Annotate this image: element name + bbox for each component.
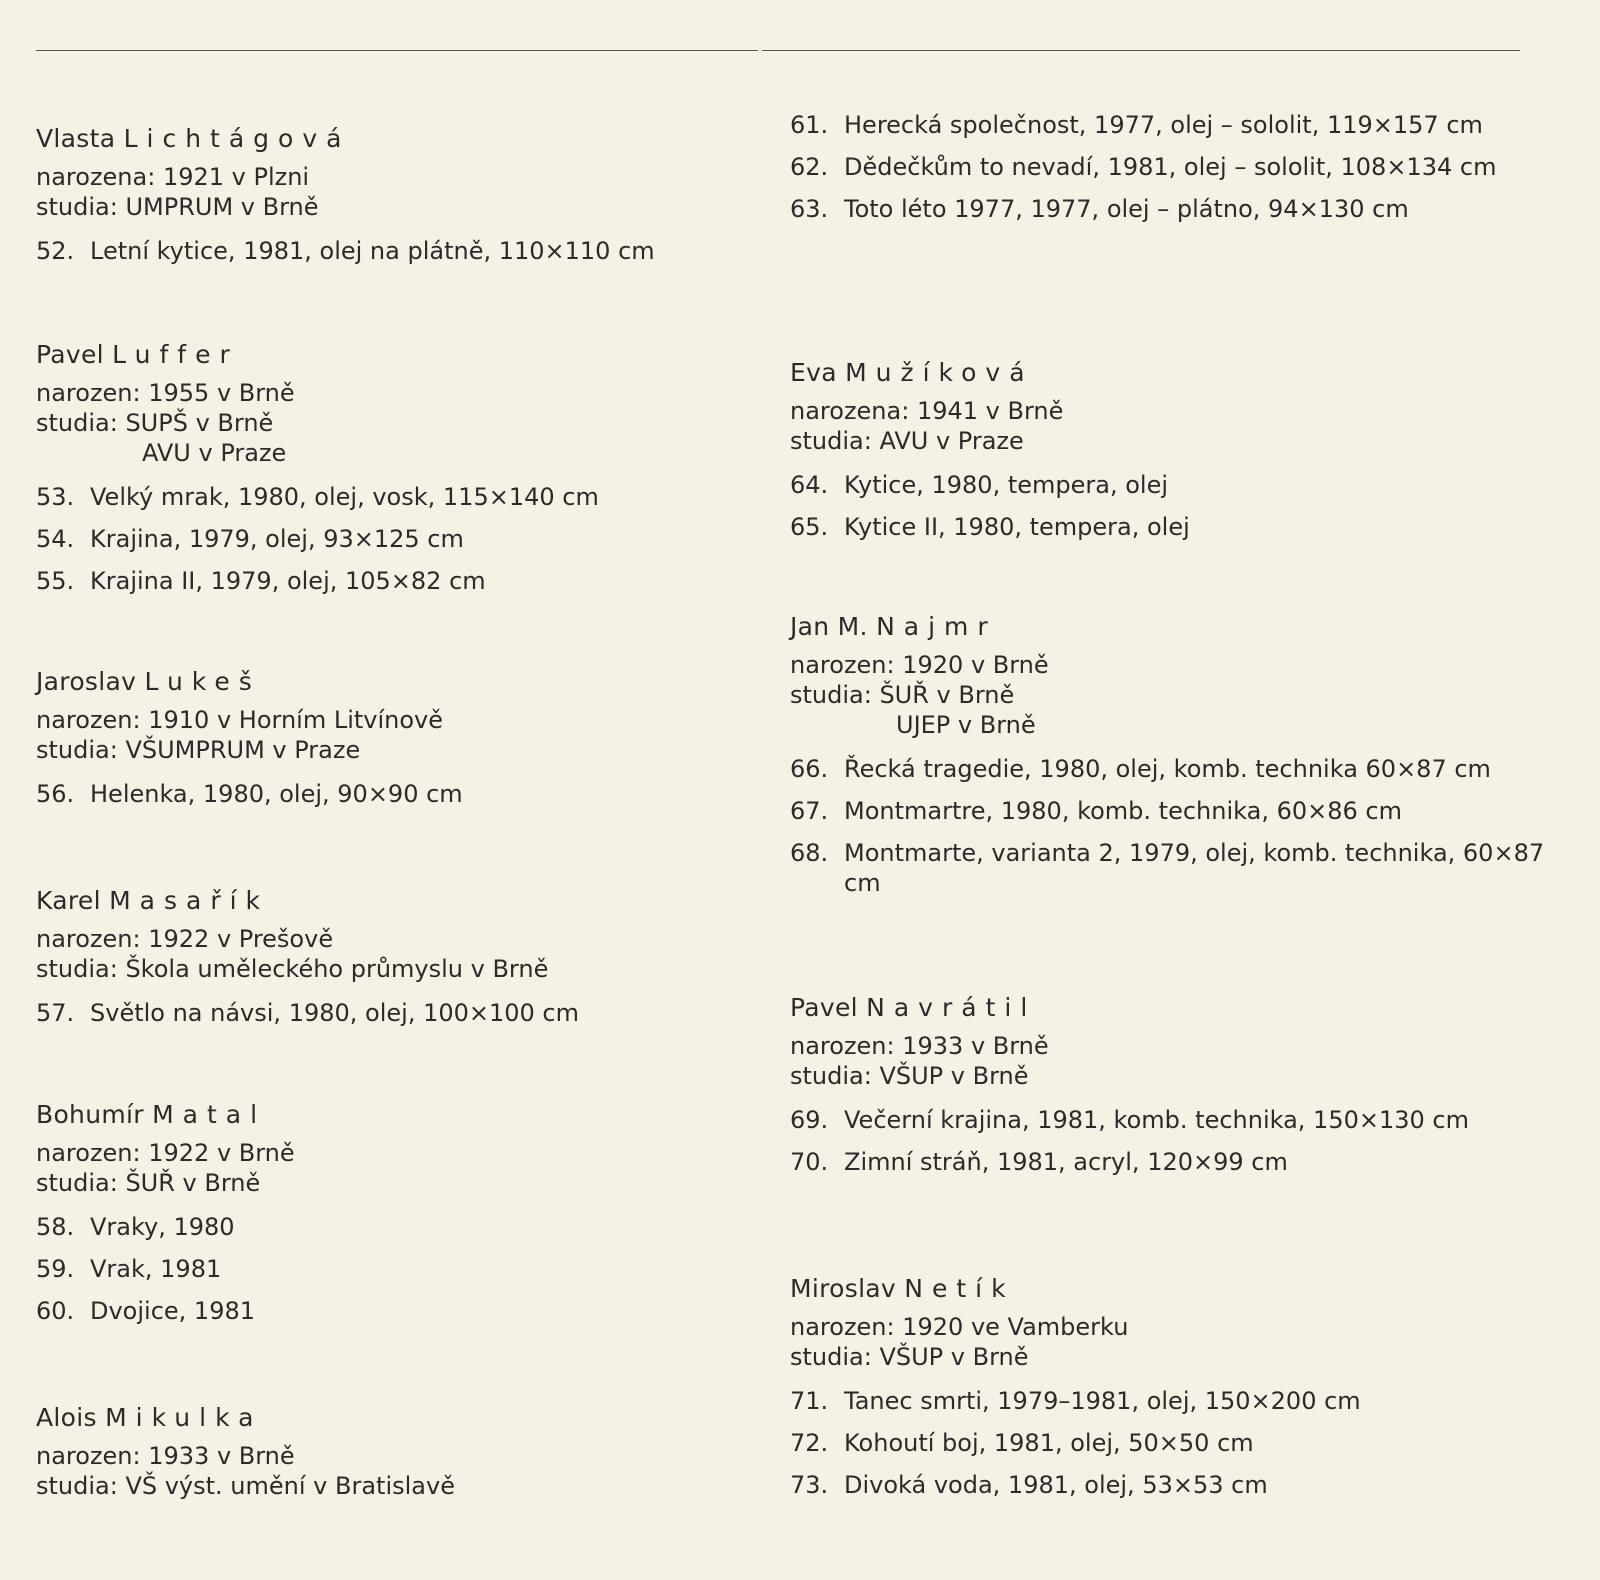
- studies-info: studia: AVU v Praze: [790, 427, 1024, 455]
- work-description: Letní kytice, 1981, olej na plátně, 110×110 cm: [90, 237, 655, 265]
- work-number: 73.: [790, 1471, 829, 1499]
- artist-entry: [790, 993, 1560, 1189]
- works-list: [790, 754, 1560, 898]
- top-rule-right: [762, 50, 1520, 51]
- work-item: [36, 482, 756, 512]
- work-number: 68.: [790, 839, 829, 867]
- studies-info: studia: VŠUMPRUM v Praze: [36, 736, 361, 764]
- work-item: [790, 1147, 1560, 1177]
- studies-info: studia: ŠUŘ v Brně: [790, 681, 1015, 709]
- artist-name: [36, 124, 756, 154]
- work-description: Dvojice, 1981: [90, 1297, 255, 1325]
- artist-name: [36, 667, 756, 697]
- artist-surname: Matal: [152, 1100, 267, 1129]
- work-number: 64.: [790, 471, 829, 499]
- birth-info: narozen: 1933 v Brně: [790, 1032, 1049, 1060]
- work-description: Vrak, 1981: [90, 1255, 222, 1283]
- work-item: [36, 779, 756, 809]
- work-description: Montmartre, 1980, komb. technika, 60×86 cm: [844, 797, 1402, 825]
- studies-info: studia: VŠ výst. umění v Bratislavě: [36, 1472, 455, 1500]
- artist-bio: [36, 1441, 756, 1501]
- artist-entry: [36, 1403, 756, 1501]
- artist-entry: [36, 124, 756, 278]
- work-description: Herecká společnost, 1977, olej – sololit, 119×157 cm: [844, 111, 1483, 139]
- artist-first-name: Alois: [36, 1403, 97, 1432]
- work-description: Toto léto 1977, 1977, olej – plátno, 94×130 cm: [844, 195, 1409, 223]
- artist-first-name: Pavel: [790, 993, 858, 1022]
- work-description: Dědečkům to nevadí, 1981, olej – sololit, 108×134 cm: [844, 153, 1497, 181]
- work-item: [790, 152, 1560, 182]
- artist-entry: [36, 667, 756, 821]
- work-item: [790, 194, 1560, 224]
- work-item: [790, 110, 1560, 140]
- work-item: [36, 566, 756, 596]
- artist-first-name: Eva: [790, 358, 837, 387]
- birth-info: narozen: 1910 v Horním Litvínově: [36, 706, 444, 734]
- work-number: 69.: [790, 1106, 829, 1134]
- work-item: [790, 1105, 1560, 1135]
- work-item: [790, 796, 1560, 826]
- work-number: 70.: [790, 1148, 829, 1176]
- works-list: [790, 1105, 1560, 1177]
- work-description: Večerní krajina, 1981, komb. technika, 150×130 cm: [844, 1106, 1469, 1134]
- birth-info: narozen: 1920 v Brně: [790, 651, 1049, 679]
- artist-first-name: Bohumír: [36, 1100, 144, 1129]
- artist-first-name: Miroslav: [790, 1274, 897, 1303]
- work-description: Montmarte, varianta 2, 1979, olej, komb. technika, 60×87 cm: [844, 839, 1545, 897]
- work-item: [36, 524, 756, 554]
- artist-name: [36, 1100, 756, 1130]
- artist-name: [36, 1403, 756, 1433]
- artist-bio: [790, 650, 1560, 740]
- studies-info: studia: Škola uměleckého průmyslu v Brně: [36, 955, 549, 983]
- work-description: Krajina, 1979, olej, 93×125 cm: [90, 525, 464, 553]
- artist-surname: Luffer: [112, 340, 239, 369]
- artist-surname: Mikulka: [105, 1403, 263, 1432]
- work-item: [36, 998, 756, 1028]
- birth-info: narozen: 1922 v Brně: [36, 1139, 295, 1167]
- work-description: Krajina II, 1979, olej, 105×82 cm: [90, 567, 486, 595]
- work-number: 71.: [790, 1387, 829, 1415]
- artist-entry: [790, 612, 1560, 910]
- artist-bio: [790, 1312, 1560, 1372]
- artist-first-name: Jaroslav: [36, 667, 137, 696]
- studies-info: studia: ŠUŘ v Brně: [36, 1169, 261, 1197]
- work-item: [36, 236, 756, 266]
- artist-name: [790, 993, 1560, 1023]
- work-number: 67.: [790, 797, 829, 825]
- work-description: Kohoutí boj, 1981, olej, 50×50 cm: [844, 1429, 1254, 1457]
- work-number: 58.: [36, 1213, 75, 1241]
- artist-first-name: Karel: [36, 886, 101, 915]
- artist-name: [36, 340, 756, 370]
- artist-entry: [790, 1274, 1560, 1512]
- artist-surname: Masařík: [109, 886, 270, 915]
- work-number: 72.: [790, 1429, 829, 1457]
- work-description: Divoká voda, 1981, olej, 53×53 cm: [844, 1471, 1268, 1499]
- top-rule-left: [36, 50, 758, 51]
- artist-surname: Lichtágová: [123, 124, 351, 153]
- artist-bio: [36, 1138, 756, 1198]
- work-item: [790, 470, 1560, 500]
- works-list: [36, 482, 756, 596]
- birth-info: narozen: 1933 v Brně: [36, 1442, 295, 1470]
- work-number: 61.: [790, 111, 829, 139]
- work-number: 55.: [36, 567, 75, 595]
- artist-entry: [790, 358, 1560, 554]
- artist-surname: Netík: [904, 1274, 1015, 1303]
- work-number: 60.: [36, 1297, 75, 1325]
- works-list: [36, 236, 756, 266]
- work-number: 57.: [36, 999, 75, 1027]
- work-item: [790, 1428, 1560, 1458]
- work-number: 66.: [790, 755, 829, 783]
- work-item: [790, 512, 1560, 542]
- work-description: Tanec smrti, 1979–1981, olej, 150×200 cm: [844, 1387, 1361, 1415]
- artist-surname: Najmr: [876, 612, 997, 641]
- birth-info: narozen: 1920 ve Vamberku: [790, 1313, 1129, 1341]
- artist-bio: [36, 162, 756, 222]
- works-list: [790, 470, 1560, 542]
- studies-info: studia: SUPŠ v Brně: [36, 409, 274, 437]
- work-number: 54.: [36, 525, 75, 553]
- studies-info: studia: VŠUP v Brně: [790, 1343, 1029, 1371]
- work-number: 62.: [790, 153, 829, 181]
- birth-info: narozena: 1941 v Brně: [790, 397, 1064, 425]
- artist-surname: Mužíková: [845, 358, 1034, 387]
- work-item: [790, 1386, 1560, 1416]
- artist-first-name: Pavel: [36, 340, 104, 369]
- artist-bio: [36, 924, 756, 984]
- work-number: 53.: [36, 483, 75, 511]
- birth-info: narozen: 1955 v Brně: [36, 379, 295, 407]
- artist-surname: Lukeš: [144, 667, 261, 696]
- work-item: [36, 1296, 756, 1326]
- artist-name: [790, 358, 1560, 388]
- artist-entry: [36, 886, 756, 1040]
- work-description: Řecká tragedie, 1980, olej, komb. technika 60×87 cm: [844, 755, 1491, 783]
- birth-info: narozena: 1921 v Plzni: [36, 163, 310, 191]
- work-item: [790, 1470, 1560, 1500]
- works-list: [790, 1386, 1560, 1500]
- artist-entry: [36, 1100, 756, 1338]
- artist-bio: [36, 378, 756, 468]
- artist-bio: [790, 1031, 1560, 1091]
- artist-name: [36, 886, 756, 916]
- studies-extra: UJEP v Brně: [896, 711, 1036, 739]
- works-list: [36, 1212, 756, 1326]
- studies-info: studia: VŠUP v Brně: [790, 1062, 1029, 1090]
- artist-name: [790, 1274, 1560, 1304]
- work-description: Světlo na návsi, 1980, olej, 100×100 cm: [90, 999, 579, 1027]
- studies-extra: AVU v Praze: [142, 439, 287, 467]
- work-description: Velký mrak, 1980, olej, vosk, 115×140 cm: [90, 483, 599, 511]
- work-number: 65.: [790, 513, 829, 541]
- work-item: [36, 1254, 756, 1284]
- work-number: 52.: [36, 237, 75, 265]
- work-description: Zimní stráň, 1981, acryl, 120×99 cm: [844, 1148, 1288, 1176]
- artist-bio: [36, 705, 756, 765]
- work-item: [790, 838, 1560, 898]
- work-item: [790, 754, 1560, 784]
- work-number: 63.: [790, 195, 829, 223]
- work-number: 56.: [36, 780, 75, 808]
- artist-entry: [36, 340, 756, 608]
- works-list: [36, 779, 756, 809]
- work-description: Kytice, 1980, tempera, olej: [844, 471, 1168, 499]
- works-list: [790, 110, 1560, 224]
- studies-info: studia: UMPRUM v Brně: [36, 193, 319, 221]
- artist-entry: [790, 110, 1560, 236]
- artist-surname: Navrátil: [866, 993, 1037, 1022]
- birth-info: narozen: 1922 v Prešově: [36, 925, 334, 953]
- works-list: [36, 998, 756, 1028]
- artist-bio: [790, 396, 1560, 456]
- work-number: 59.: [36, 1255, 75, 1283]
- work-description: Vraky, 1980: [90, 1213, 235, 1241]
- artist-name: [790, 612, 1560, 642]
- artist-first-name: Vlasta: [36, 124, 116, 153]
- work-description: Helenka, 1980, olej, 90×90 cm: [90, 780, 463, 808]
- work-description: Kytice II, 1980, tempera, olej: [844, 513, 1190, 541]
- artist-first-name: Jan M.: [790, 612, 868, 641]
- work-item: [36, 1212, 756, 1242]
